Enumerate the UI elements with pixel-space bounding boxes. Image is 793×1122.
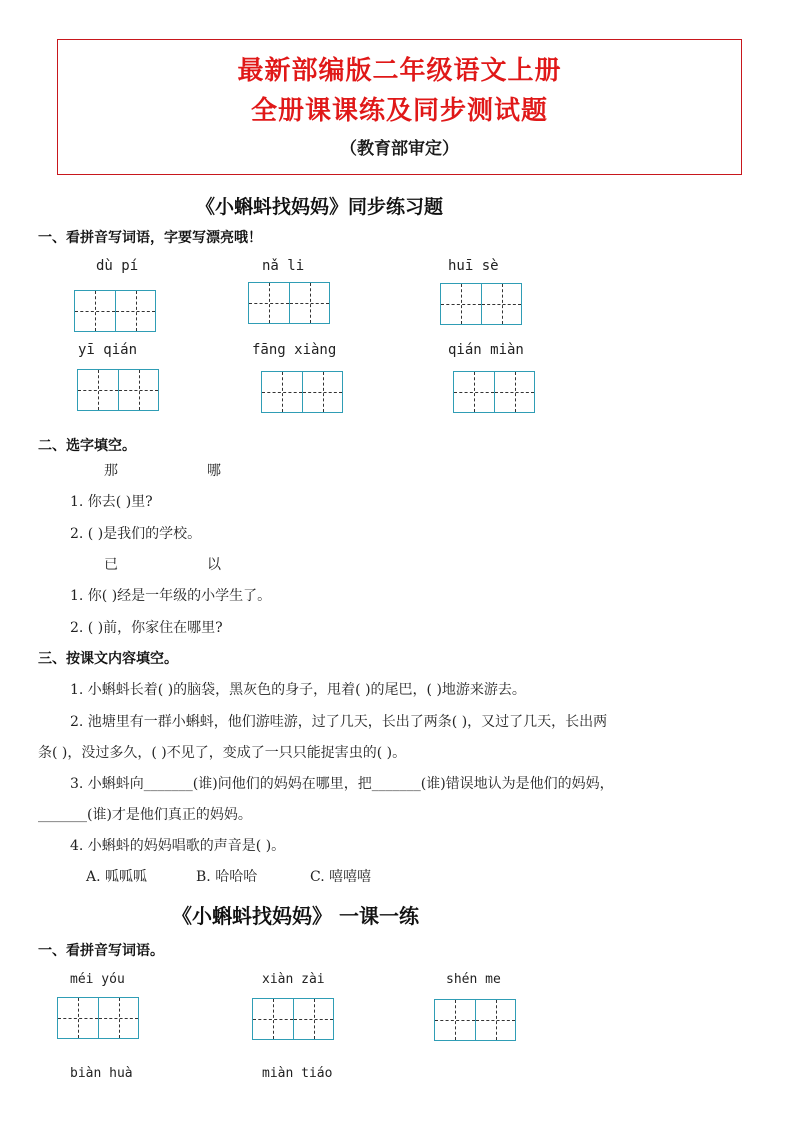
- q3-heading: 三、按课文内容填空。: [38, 651, 178, 667]
- fill-line: 1. 小蝌蚪长着( )的脑袋，黑灰色的身子，甩着( )的尾巴，( )地游来游去。: [70, 682, 526, 698]
- writing-grid[interactable]: [440, 283, 522, 325]
- pinyin-word: fāng xiàng: [252, 342, 337, 358]
- banner-subtitle: （教育部审定）: [340, 139, 459, 159]
- pinyin-word: shén me: [446, 972, 501, 987]
- q2-heading: 二、选字填空。: [38, 438, 136, 454]
- char-choice: 哪: [207, 463, 221, 479]
- section2-title: 《小蝌蚪找妈妈》 一课一练: [172, 904, 419, 928]
- fill-line: 2. 池塘里有一群小蝌蚪，他们游哇游，过了几天，长出了两条( )，又过了几天，长出两: [70, 714, 608, 730]
- q1-heading: 一、看拼音写词语，字要写漂亮哦！: [38, 230, 262, 246]
- pinyin-word: miàn tiáo: [262, 1066, 333, 1081]
- pinyin-word: yī qián: [78, 342, 138, 358]
- option-c: C. 嘻嘻嘻: [310, 869, 372, 885]
- option-a: A. 呱呱呱: [86, 869, 148, 885]
- banner-title-line1: 最新部编版二年级语文上册: [237, 56, 562, 86]
- writing-grid[interactable]: [77, 369, 159, 411]
- title-banner: [57, 39, 742, 175]
- pinyin-word: biàn huà: [70, 1066, 133, 1081]
- fill-line: 条( )，没过多久，( )不见了，变成了一只只能捉害虫的( )。: [38, 745, 407, 761]
- fill-line: 1. 你去( )里?: [70, 494, 153, 510]
- writing-grid[interactable]: [453, 371, 535, 413]
- section1-title: 《小蝌蚪找妈妈》同步练习题: [196, 196, 444, 218]
- writing-grid[interactable]: [57, 997, 139, 1039]
- pinyin-word: qián miàn: [448, 342, 524, 358]
- fill-line: 2. ( )是我们的学校。: [70, 526, 202, 542]
- fill-line: _______(谁)才是他们真正的妈妈。: [38, 807, 252, 823]
- fill-line: 3. 小蝌蚪向_______(谁)问他们的妈妈在哪里，把_______(谁)错误地认为是他们的妈妈，: [70, 776, 614, 792]
- char-choice: 以: [207, 557, 221, 573]
- fill-line: 2. ( )前，你家住在哪里?: [70, 620, 223, 636]
- char-choice: 那: [104, 463, 118, 479]
- pinyin-word: xiàn zài: [262, 972, 325, 987]
- writing-grid[interactable]: [252, 998, 334, 1040]
- pinyin-word: huī sè: [448, 258, 499, 274]
- pinyin-word: nǎ li: [262, 258, 305, 274]
- s2-q1-heading: 一、看拼音写词语。: [38, 943, 164, 959]
- writing-grid[interactable]: [434, 999, 516, 1041]
- fill-line: 4. 小蝌蚪的妈妈唱歌的声音是( )。: [70, 838, 286, 854]
- fill-line: 1. 你( )经是一年级的小学生了。: [70, 588, 272, 604]
- option-b: B. 哈哈哈: [196, 869, 258, 885]
- pinyin-word: méi yóu: [70, 972, 125, 987]
- writing-grid[interactable]: [74, 290, 156, 332]
- writing-grid[interactable]: [248, 282, 330, 324]
- char-choice: 已: [104, 557, 118, 573]
- writing-grid[interactable]: [261, 371, 343, 413]
- banner-title-line2: 全册课课练及同步测试题: [250, 96, 548, 126]
- pinyin-word: dù pí: [96, 258, 139, 274]
